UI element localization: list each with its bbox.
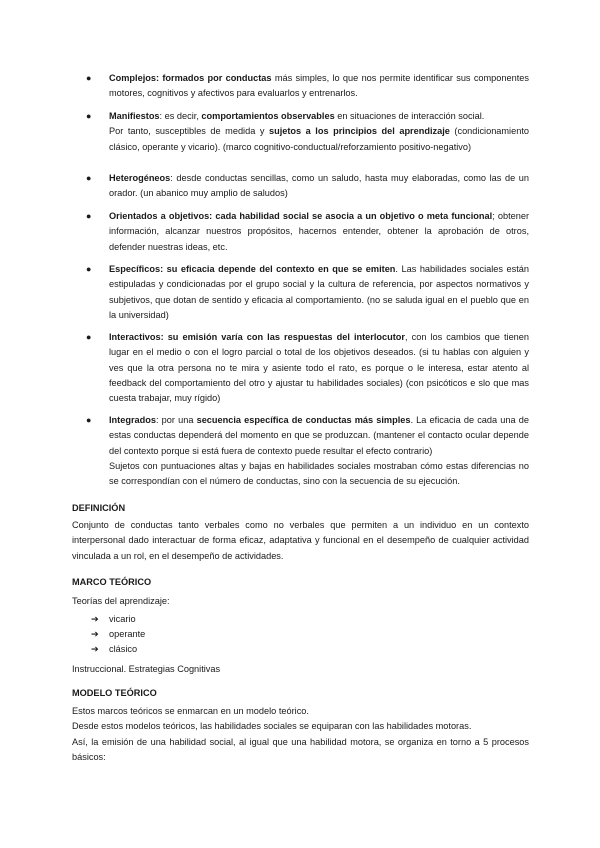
list-item-especificos: [109, 262, 529, 323]
item-text: (condicionamiento clásico, operante y vicario). (marco cognitivo-conductual/reforzamiento positivo-negativo): [109, 126, 529, 152]
item-text: ; obtener información, alcanzar nuestros propósitos, hacernos entender, obtener la aprobación de otros, defender nuestras ideas, etc.: [109, 211, 530, 252]
item-text: . La eficacia de cada una de estas conductas dependerá del momento en que se produzcan. (mantener el contacto ocular depende del contexto porque si está fuera de contexto puede resultar el efecto contrario): [109, 415, 529, 456]
section-heading-marco: MARCO TEÓRICO: [72, 577, 152, 587]
item-text: : es decir,: [159, 111, 202, 121]
item-lead: Heterogéneos: [109, 173, 171, 183]
arrow-right-icon: ➔: [91, 644, 99, 654]
marco-outro: Instruccional. Estrategias Cognitivas: [72, 664, 221, 674]
section-heading-modelo: MODELO TEÓRICO: [72, 688, 157, 698]
item-lead: Interactivos: su emisión varía con las respuestas del interlocutor: [109, 332, 405, 342]
bullet-icon: ●: [86, 73, 92, 83]
arrow-right-icon: ➔: [91, 614, 99, 624]
bullet-icon: ●: [86, 264, 92, 274]
marco-intro: Teorías del aprendizaje:: [72, 596, 170, 606]
item-text: : por una: [155, 415, 197, 425]
item-text: . Las habilidades sociales están estipuladas y condicionadas por el grupo social y la cultura de referencia, por aspectos normativos y subjetivos, que dotan de sentido y eficacia al comportamiento. (no se saluda igual en el pueblo que en la universidad): [109, 264, 529, 320]
bullet-icon: ●: [86, 111, 92, 121]
definicion-text: Conjunto de conductas tanto verbales como no verbales que permiten a un individuo en un contexto interpersonal dado interactuar de forma eficaz, adaptativa y funcional en el desempeño de cualquier actividad vinculada a un rol, en el desempeño de actividades.: [72, 520, 529, 561]
list-item-heterogeneos: [109, 171, 529, 202]
marco-list-text: clásico: [109, 644, 138, 654]
modelo-paragraph: [72, 704, 529, 765]
modelo-line: Estos marcos teóricos se enmarcan en un modelo teórico.: [72, 706, 309, 716]
item-text: en situaciones de interacción social.: [334, 111, 485, 121]
definicion-paragraph: [72, 518, 529, 564]
list-item-orientados: [109, 209, 529, 255]
marco-list-text: vicario: [109, 614, 136, 624]
item-lead: Integrados: [109, 415, 156, 425]
item-lead: Orientados a objetivos: cada habilidad social se asocia a un objetivo o meta funcional: [109, 211, 493, 221]
item-text: más simples, lo que nos permite identificar sus componentes motores, cognitivos y afectivos para evaluarlos y entrenarlos.: [109, 73, 529, 99]
item-text: , con los cambios que tienen lugar en el medio o con el logro parcial o total de los objetivos deseados. (si tu hablas con alguien y ves que la otra persona no te mira y asiente todo el rato, es porque o le interesa, estar atento al feedback del comportamiento del otro y ajustar tu habilidades sociales) (con psicóticos e slo que mas cuesta trabajar, muy rígido): [109, 332, 530, 404]
bullet-icon: ●: [86, 415, 92, 425]
arrow-right-icon: ➔: [91, 629, 99, 639]
modelo-line: Así, la emisión de una habilidad social, al igual que una habilidad motora, se organiza en torno a 5 procesos básicos:: [72, 736, 529, 762]
bullet-icon: ●: [86, 211, 92, 221]
item-bold: secuencia específica de conductas más simples: [196, 415, 411, 425]
item-text: : desde conductas sencillas, como un saludo, hasta muy elaboradas, como las de un orador. (un abanico muy amplio de saludos): [109, 173, 529, 199]
marco-list-text: operante: [109, 629, 146, 639]
marco-list-item: [91, 642, 137, 657]
list-item-interactivos: [109, 330, 529, 406]
section-heading-definicion: DEFINICIÓN: [72, 503, 126, 513]
item-lead: Manifiestos: [109, 111, 160, 121]
item-text: Por tanto, susceptibles de medida y: [109, 126, 269, 137]
list-item-integrados: [109, 413, 529, 489]
item-lead: Específicos: su eficacia depende del contexto en que se emiten: [109, 264, 396, 274]
item-bold: sujetos a los principios del aprendizaje: [268, 126, 450, 137]
bullet-icon: ●: [86, 173, 92, 183]
list-item-manifiestos: [109, 109, 529, 155]
bullet-icon: ●: [86, 332, 92, 342]
item-lead: Complejos: formados por conductas: [109, 73, 272, 83]
modelo-line: Desde estos modelos teóricos, las habilidades sociales se equiparan con las habilidades motoras.: [72, 721, 472, 732]
list-item-complejos: [109, 71, 529, 102]
item-extra-text: Sujetos con puntuaciones altas y bajas en habilidades sociales mostraban cómo estas diferencias no se correspondían con el número de conductas, sino con la secuencia de su ejecución.: [109, 460, 529, 487]
marco-list-item: [91, 612, 136, 627]
marco-list-item: [91, 627, 145, 642]
item-bold: comportamientos observables: [201, 111, 335, 121]
